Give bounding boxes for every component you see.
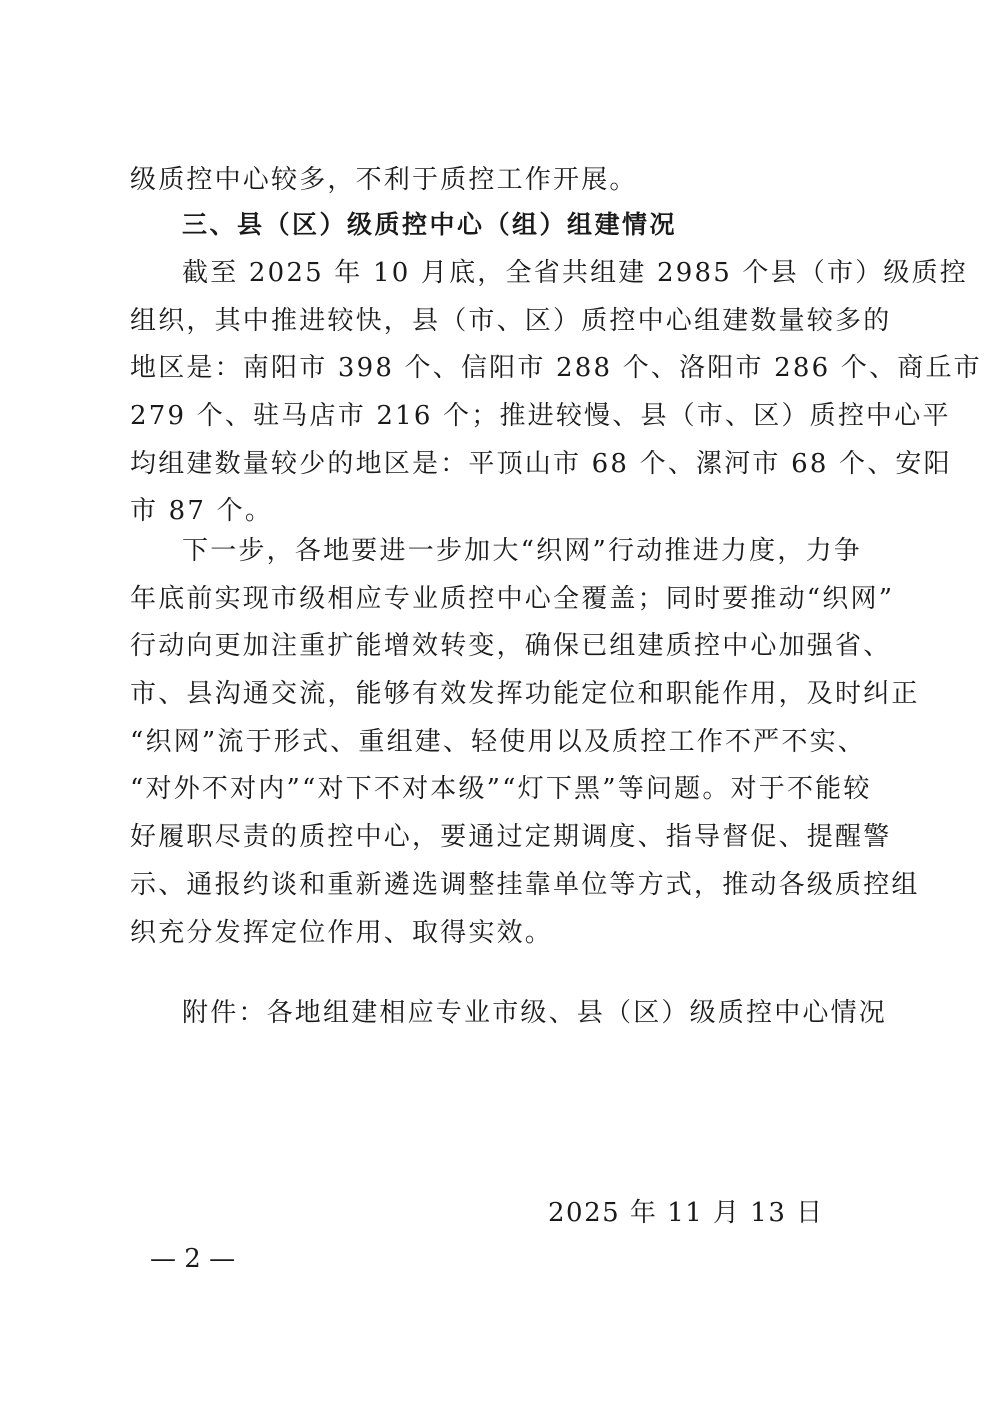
paragraph-line: 织充分发挥定位作用、取得实效。: [130, 917, 554, 948]
document-date: 2025 年 11 月 13 日: [548, 1198, 824, 1228]
paragraph-line: 地区是：南阳市 398 个、信阳市 288 个、洛阳市 286 个、商丘市: [130, 353, 982, 384]
section3-paragraph: [130, 250, 982, 536]
paragraph-line: “对外不对内”“对下不对本级”“灯下黑”等问题。对于不能较: [130, 774, 872, 805]
page-number: — 2 —: [150, 1244, 236, 1274]
paragraph-line: 年底前实现市级相应专业质控中心全覆盖；同时要推动“织网”: [130, 583, 895, 614]
paragraph-line: 组织，其中推进较快，县（市、区）质控中心组建数量较多的: [130, 305, 892, 336]
section-heading: 三、县（区）级质控中心（组）组建情况: [182, 210, 678, 239]
paragraph-line: “织网”流于形式、重组建、轻使用以及质控工作不严不实、: [130, 726, 866, 757]
attachment-note: 附件：各地组建相应专业市级、县（区）级质控中心情况: [182, 998, 888, 1028]
intro-paragraph: [130, 157, 862, 205]
paragraph-line: 市 87 个。: [130, 496, 274, 527]
paragraph-line: 市、县沟通交流，能够有效发挥功能定位和职能作用，及时纠正: [130, 679, 920, 710]
paragraph-line: 级质控中心较多，不利于质控工作开展。: [130, 165, 638, 195]
paragraph-line: 均组建数量较少的地区是：平顶山市 68 个、漯河市 68 个、安阳: [130, 448, 952, 479]
paragraph-line: 下一步，各地要进一步加大“织网”行动推进力度，力争: [182, 536, 862, 566]
paragraph-line: 截至 2025 年 10 月底，全省共组建 2985 个县（市）级质控: [182, 258, 969, 288]
next-step-paragraph: [130, 528, 920, 957]
paragraph-line: 示、通报约谈和重新遴选调整挂靠单位等方式，推动各级质控组: [130, 869, 920, 900]
paragraph-line: 279 个、驻马店市 216 个；推进较慢、县（市、区）质控中心平: [130, 401, 951, 432]
paragraph-line: 行动向更加注重扩能增效转变，确保已组建质控中心加强省、: [130, 631, 892, 662]
paragraph-line: 好履职尽责的质控中心，要通过定期调度、指导督促、提醒警: [130, 822, 892, 853]
